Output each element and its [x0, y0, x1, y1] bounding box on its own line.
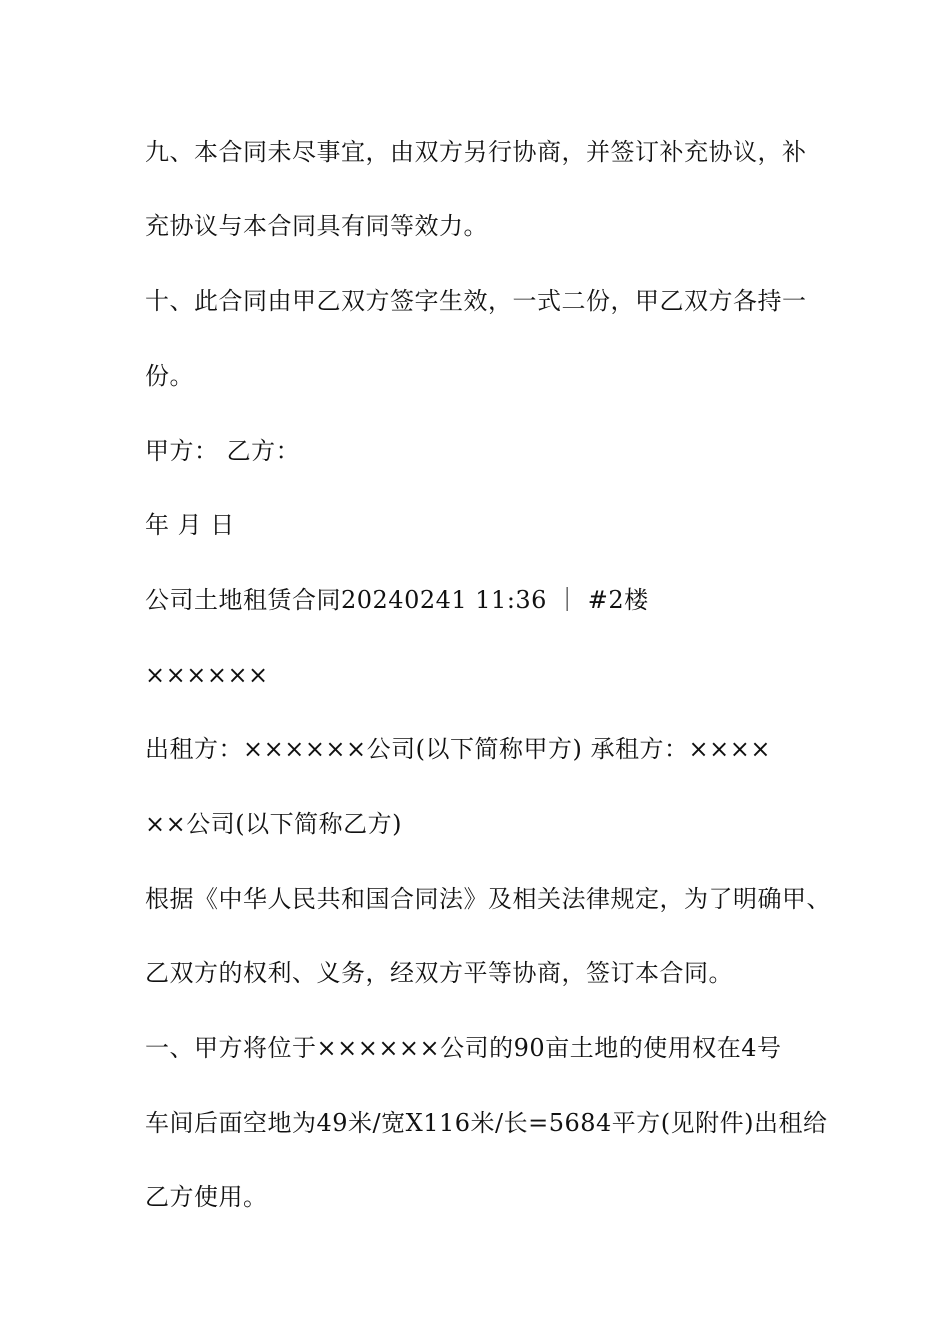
- clause-9-line-2: 充协议与本合同具有同等效力。: [145, 212, 488, 240]
- post-header: 公司土地租赁合同20240241 11:36 ｜ #2楼: [145, 586, 649, 614]
- clause-1-line-3: 乙方使用。: [145, 1183, 268, 1211]
- preamble-line-1: 根据《中华人民共和国合同法》及相关法律规定，为了明确甲、: [145, 885, 831, 913]
- clause-1-line-1: 一、甲方将位于××××××公司的90亩土地的使用权在4号: [145, 1034, 782, 1062]
- clause-10-line-1: 十、此合同由甲乙双方签字生效，一式二份，甲乙双方各持一: [145, 287, 807, 315]
- clause-10-line-2: 份。: [145, 362, 194, 390]
- parties-line-2: ××公司(以下简称乙方): [145, 810, 402, 838]
- masked-title: ××××××: [145, 661, 269, 689]
- parties-line-1: 出租方：××××××公司(以下简称甲方) 承租方：××××: [145, 735, 771, 763]
- clause-1-line-2: 车间后面空地为49米/宽X116米/长=5684平方(见附件)出租给: [145, 1109, 828, 1137]
- signature-parties: 甲方： 乙方：: [145, 437, 301, 465]
- clause-9-line-1: 九、本合同未尽事宜，由双方另行协商，并签订补充协议，补: [145, 138, 807, 166]
- signature-date: 年 月 日: [145, 511, 235, 539]
- preamble-line-2: 乙双方的权利、义务，经双方平等协商，签订本合同。: [145, 959, 733, 987]
